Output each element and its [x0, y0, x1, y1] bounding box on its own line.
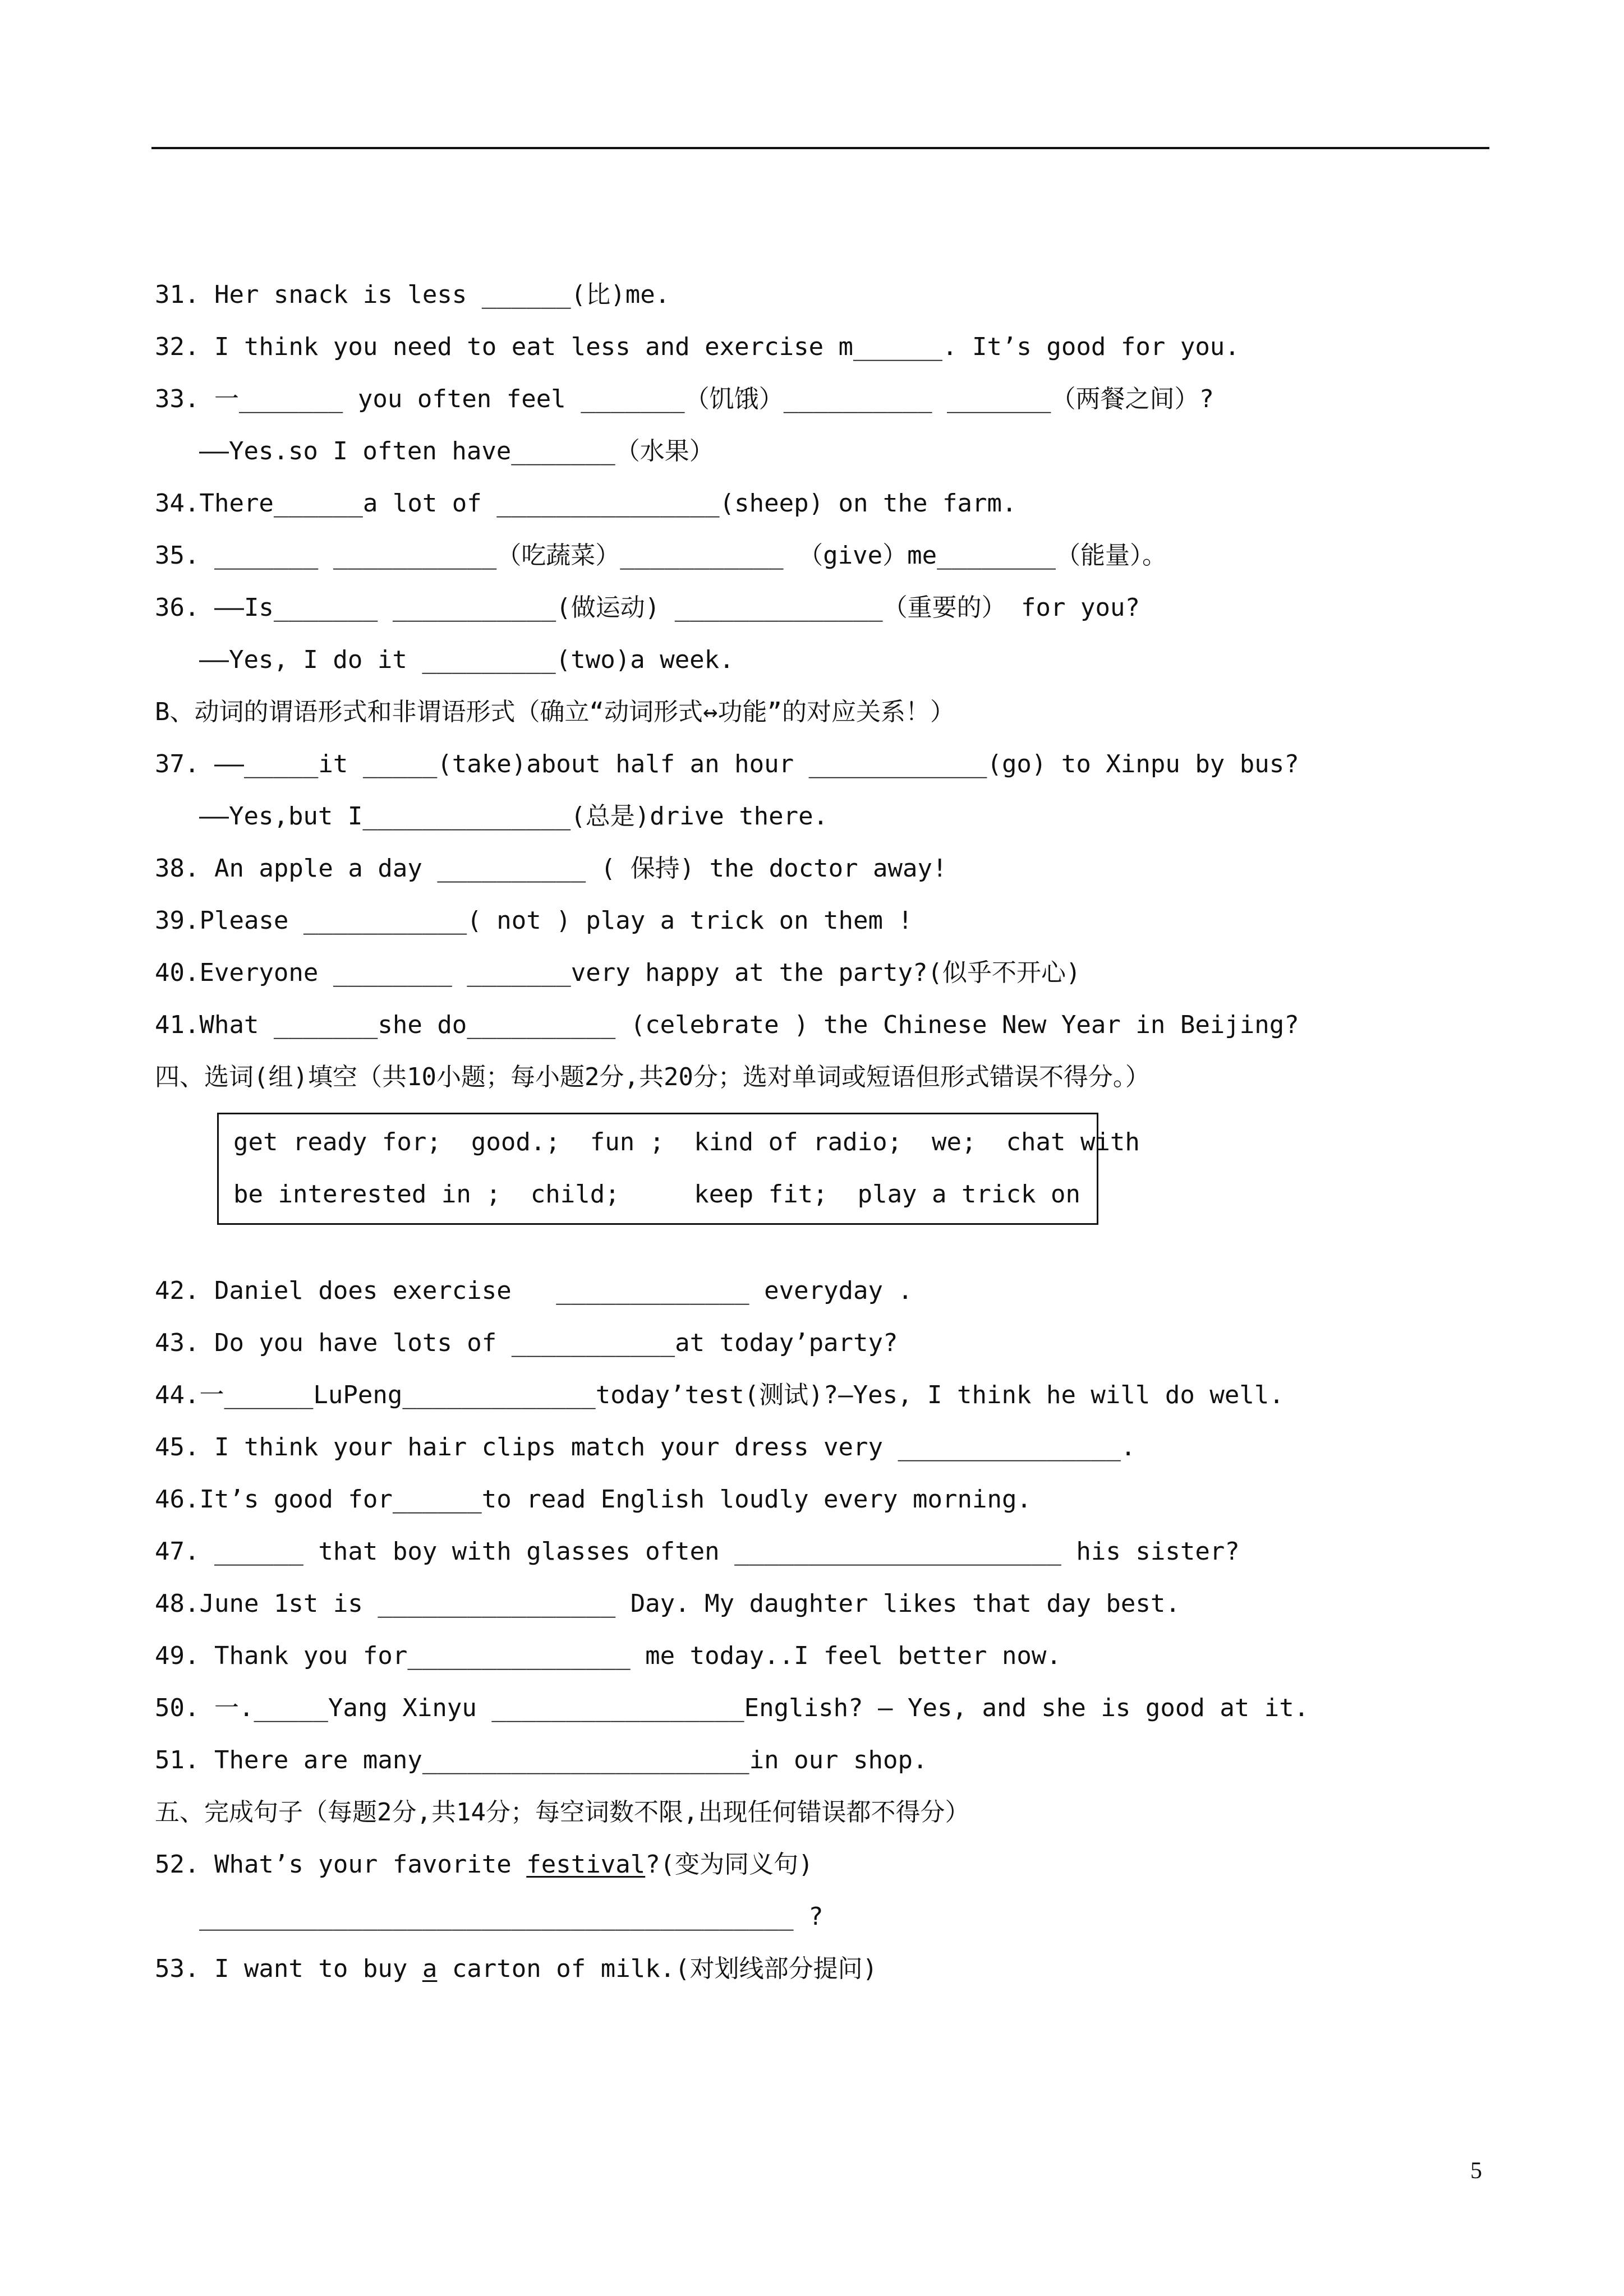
header-rule	[151, 147, 1489, 149]
question-53-underlined: a	[422, 1954, 438, 1983]
question-53-instruction: carton of milk.(对划线部分提问)	[437, 1954, 878, 1983]
question-51: 51. There are many______________________in our shop.	[155, 1746, 928, 1774]
question-52-underlined: festival	[526, 1850, 646, 1879]
question-39: 39.Please ___________( not ) play a trick on them !	[155, 906, 913, 935]
question-31: 31. Her snack is less ______(比)me.	[155, 280, 670, 309]
question-45-text: 45. I think your hair clips match your dress very	[155, 1433, 898, 1461]
section-5-heading: 五、完成句子（每题2分,共14分；每空词数不限,出现任何错误都不得分）	[155, 1798, 970, 1827]
question-41: 41.What _______she do__________ (celebrate ) the Chinese New Year in Beijing?	[155, 1011, 1299, 1039]
question-52-instruction: ?(变为同义句)	[645, 1850, 813, 1879]
question-43: 43. Do you have lots of ___________at today’party?	[155, 1329, 898, 1357]
section-b-heading: B、动词的谓语形式和非谓语形式（确立“动词形式↔功能”的对应关系！）	[155, 698, 955, 726]
word-box-row-2: be interested in ; child; keep fit; play a trick on	[233, 1180, 1080, 1209]
question-37-reply: ——Yes,but I______________(总是)drive there.	[199, 802, 829, 831]
question-33-reply: ——Yes.so I often have_______（水果）	[199, 437, 714, 465]
question-45	[155, 1431, 1135, 1464]
question-37: 37. ——_____it _____(take)about half an hour ____________(go) to Xinpu by bus?	[155, 750, 1299, 778]
question-38: 38. An apple a day __________ ( 保持) the doctor away!	[155, 854, 947, 883]
word-box-row-1: get ready for; good.; fun ; kind of radio; we; chat with	[233, 1128, 1140, 1156]
question-33: 33. 一_______ you often feel _______（饥饿）__________ _______（两餐之间）?	[155, 385, 1214, 413]
question-52-answer-line: ________________________________________ ?	[199, 1902, 823, 1931]
word-box	[217, 1113, 1140, 1225]
question-49: 49. Thank you for_______________ me today..I feel better now.	[155, 1642, 1061, 1670]
question-34: 34.There______a lot of _______________(sheep) on the farm.	[155, 489, 1017, 518]
question-42: 42. Daniel does exercise _____________ everyday .	[155, 1276, 913, 1305]
question-53-text: 53. I want to buy	[155, 1954, 422, 1983]
question-52	[155, 1848, 813, 1882]
question-46: 46.It’s good for______to read English loudly every morning.	[155, 1485, 1032, 1514]
question-45-blank: _______________.	[898, 1433, 1136, 1461]
question-52-text: 52. What’s your favorite	[155, 1850, 527, 1879]
question-36: 36. ——Is_______ ___________(做运动) ______________（重要的） for you?	[155, 593, 1140, 622]
page-number: 5	[1470, 2158, 1482, 2184]
question-50: 50. 一._____Yang Xinyu _________________English? — Yes, and she is good at it.	[155, 1694, 1309, 1722]
question-48: 48.June 1st is ________________ Day. My daughter likes that day best.	[155, 1589, 1180, 1618]
question-44: 44.一______LuPeng_____________today’test(测试)?—Yes, I think he will do well.	[155, 1381, 1284, 1409]
question-35: 35. _______ ___________（吃蔬菜）___________ （give）me________（能量）。	[155, 541, 1167, 570]
question-36-reply: ——Yes, I do it _________(two)a week.	[199, 646, 734, 674]
question-53	[155, 1952, 877, 1986]
question-47: 47. ______ that boy with glasses often ______________________ his sister?	[155, 1537, 1240, 1566]
question-40: 40.Everyone ________ _______very happy at the party?(似乎不开心)	[155, 958, 1081, 987]
section-4-heading: 四、选词(组)填空（共10小题；每小题2分,共20分；选对单词或短语但形式错误不得分。）	[155, 1063, 1150, 1091]
question-32: 32. I think you need to eat less and exercise m______. It’s good for you.	[155, 333, 1240, 361]
